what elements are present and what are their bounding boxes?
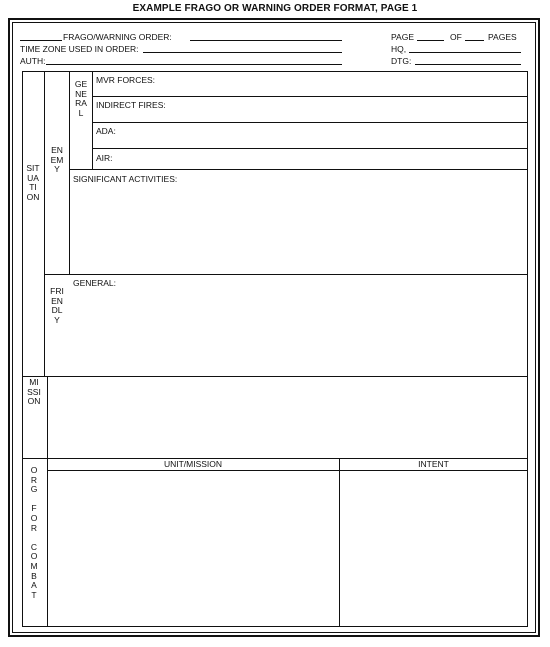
of-label: OF <box>450 32 462 42</box>
org-letter: R <box>30 474 38 485</box>
hq-field[interactable] <box>409 52 521 53</box>
org-letter: O <box>30 551 38 562</box>
frago-prefix-line <box>20 40 62 41</box>
friendly-general-field[interactable] <box>70 290 526 375</box>
org-letter: O <box>30 512 38 523</box>
pages-label: PAGES <box>488 32 517 42</box>
page-number-field[interactable] <box>417 40 444 41</box>
hq-label: HQ, <box>391 44 407 54</box>
mission-label: MISSION <box>27 377 41 407</box>
enemy-friendly-divider <box>44 274 528 275</box>
document-title: EXAMPLE FRAGO OR WARNING ORDER FORMAT, PAGE 1 <box>132 3 418 14</box>
auth-label: AUTH: <box>20 56 46 66</box>
air-row-divider <box>69 169 528 170</box>
page-total-field[interactable] <box>465 40 484 41</box>
unit-mission-cell[interactable] <box>48 471 338 626</box>
org-letter: R <box>30 522 38 533</box>
situation-column-divider <box>44 71 45 376</box>
org-for-combat-label <box>27 466 41 600</box>
auth-field[interactable] <box>46 64 342 65</box>
org-letter: O <box>30 465 38 475</box>
org-letter: C <box>30 541 38 552</box>
indirect-fires-field[interactable] <box>168 97 526 121</box>
unit-mission-header: UNIT/MISSION <box>163 459 223 469</box>
mission-field[interactable] <box>48 377 526 457</box>
friendly-general-label: GENERAL: <box>73 278 116 288</box>
org-letter: B <box>31 570 37 581</box>
air-field[interactable] <box>115 149 526 168</box>
enemy-label: ENEMY <box>50 145 64 175</box>
org-letter: M <box>30 560 38 571</box>
ada-label: ADA: <box>96 126 116 136</box>
org-letter: T <box>31 589 37 600</box>
frago-label: FRAGO/WARNING ORDER: <box>63 32 172 42</box>
significant-activities-label: SIGNIFICANT ACTIVITIES: <box>73 174 178 184</box>
org-letter: A <box>31 580 37 591</box>
air-label: AIR: <box>96 153 113 163</box>
org-letter: G <box>30 484 38 495</box>
dtg-label: DTG: <box>391 56 412 66</box>
time-zone-field[interactable] <box>143 52 342 53</box>
intent-header: INTENT <box>418 459 449 469</box>
page-label: PAGE <box>391 32 414 42</box>
mvr-forces-label: MVR FORCES: <box>96 75 156 85</box>
indirect-fires-label: INDIRECT FIRES: <box>96 100 166 110</box>
mvr-forces-field[interactable] <box>160 72 526 95</box>
friendly-label: FRIENDLY <box>50 286 64 325</box>
frago-field[interactable] <box>190 40 342 41</box>
significant-activities-field[interactable] <box>70 186 526 273</box>
time-zone-label: TIME ZONE USED IN ORDER: <box>20 44 139 54</box>
ada-field[interactable] <box>118 123 526 147</box>
general-column-divider <box>92 71 93 169</box>
situation-label: SITUATION <box>26 163 40 202</box>
dtg-field[interactable] <box>415 64 521 65</box>
intent-cell[interactable] <box>340 471 527 626</box>
enemy-general-label: GENERAL <box>74 79 88 118</box>
org-letter: F <box>31 503 37 514</box>
